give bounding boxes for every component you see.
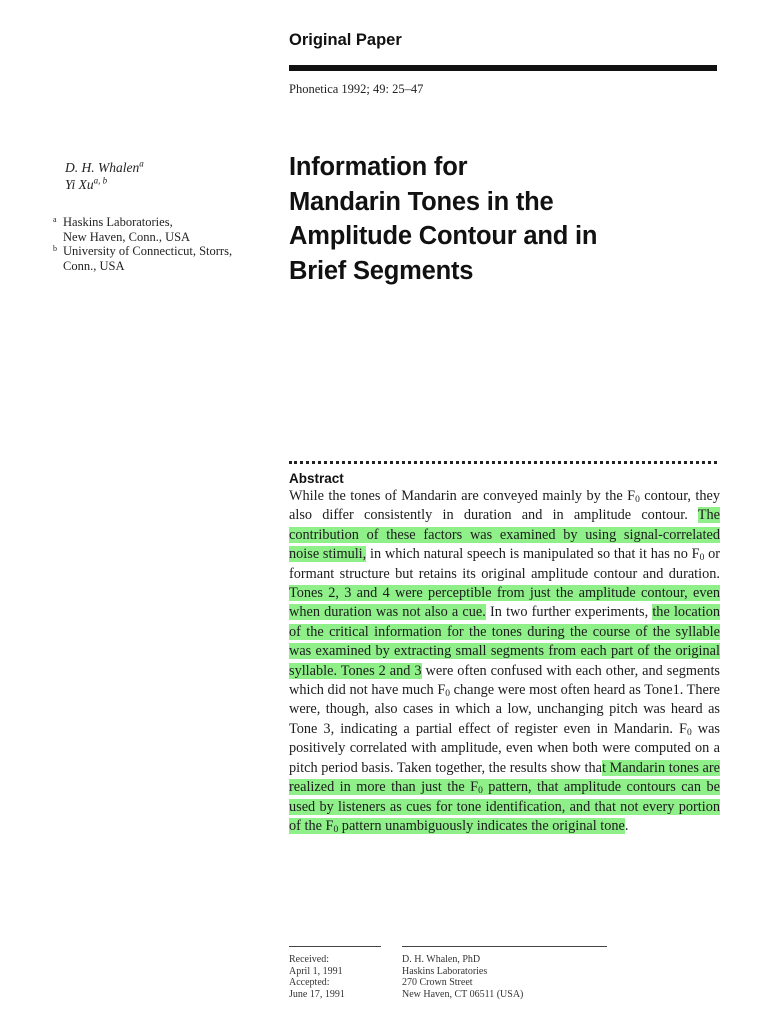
author-2: Yi Xu$^{a, b}$	[65, 175, 108, 192]
title-line: Amplitude Contour and in	[289, 222, 598, 250]
section-label: Original Paper	[289, 31, 402, 49]
abstract-segment: or formant structure but retains its original amplitude contour and duration.	[289, 546, 720, 582]
correspondence-address: D. H. Whalen, PhD Haskins Laboratories 270 Crown Street New Haven, CT 06511 (USA)	[402, 954, 524, 1000]
affiliation-list	[53, 215, 232, 273]
abstract-heading: Abstract	[289, 471, 344, 486]
abstract-segment: pattern unambiguously indicates the original tone	[338, 817, 625, 834]
title-line: Mandarin Tones in the	[289, 187, 554, 216]
abstract-segment: the location of the critical information for the tones during the course of the syllable was examined by extracting small segments from each part of the original syllable. Tones 2 and 3	[289, 604, 721, 679]
subscript-zero: 0	[445, 689, 451, 700]
abstract-segment: was positively correlated with amplitude, even when both were computed on a pitch period basis. Taken together, the results show tha	[289, 720, 720, 776]
abstract-segment: contour, they also differ consistently in duration and in amplitude contour.	[289, 488, 721, 524]
subscript-zero: 0	[686, 727, 692, 738]
abstract-segment: .	[624, 817, 629, 834]
subscript-zero: 0	[699, 553, 705, 564]
affiliation-a: a Haskins Laboratories, New Haven, Conn., USA	[53, 215, 191, 244]
footer-rule-left	[289, 946, 381, 947]
subscript-zero: 0	[635, 495, 640, 505]
abstract-segment: t Mandarin tones are realized in more than just the F	[289, 759, 720, 796]
abstract-segment: change were most often heard as Tone1. There were, though, also cases in which a low, unchanging pitch was heard as Tone 3, indicating a partial effect of register even in Mandarin. F	[289, 682, 720, 737]
abstract-segment: The contribution of these factors was examined by using signal-correlated noise stimuli,	[289, 507, 720, 563]
abstract-divider	[289, 461, 717, 464]
abstract-segment: In two further experiments,	[485, 604, 653, 621]
received-dates: Received: April 1, 1991 Accepted: June 17, 1991	[289, 954, 345, 1000]
title-line: Brief Segments	[289, 256, 474, 285]
abstract-segment: Tones 2, 3 and 4 were perceptible from just the amplitude contour, even when duration was not also a cue.	[289, 585, 720, 621]
subscript-zero: 0	[333, 824, 339, 835]
abstract-text	[289, 487, 720, 836]
subscript-zero: 0	[478, 786, 483, 797]
affiliation-b: b University of Connecticut, Storrs, Conn., USA	[53, 244, 233, 273]
author-1: D. H. Whalen$^a$	[65, 158, 144, 175]
footer-rule-right	[402, 946, 607, 947]
abstract-segment: pattern, that amplitude contours can be used by listeners as cues for tone identification, and that not every portion of the F	[289, 779, 720, 834]
abstract-segment: in which natural speech is manipulated so that it has no F	[366, 546, 700, 563]
author-list	[65, 159, 144, 193]
header-rule	[289, 65, 717, 71]
journal-citation: Phonetica 1992; 49: 25–47	[289, 82, 424, 96]
article-title	[289, 150, 709, 288]
highlight	[338, 818, 625, 834]
abstract-segment: were often confused with each other, and segments which did not have much F	[289, 662, 720, 699]
abstract-segment: While the tones of Mandarin are conveyed mainly by the F	[289, 488, 636, 504]
title-line: Information for	[289, 153, 468, 181]
